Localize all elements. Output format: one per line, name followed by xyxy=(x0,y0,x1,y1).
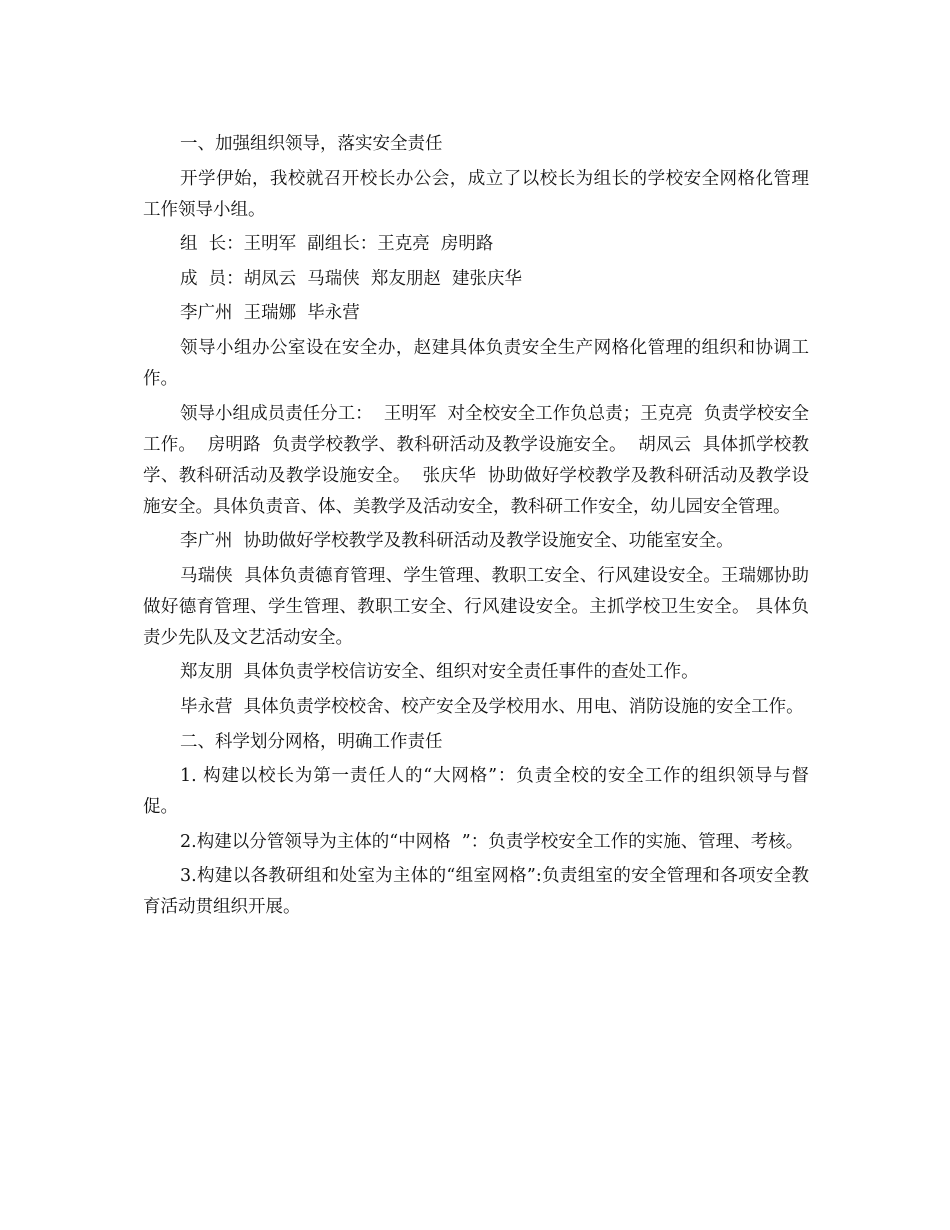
paragraph: 李广州 王瑞娜 毕永营 xyxy=(180,303,360,324)
document-body xyxy=(143,129,809,927)
paragraph: 成 员：胡凤云 马瑞侠 郑友朋赵 建张庆华 xyxy=(180,268,523,289)
paragraph: 组 长：王明军 副组长：王克亮 房明路 xyxy=(180,234,494,255)
paragraph: 开学伊始，我校就召开校长办公会，成立了以校长为组长的学校安全网格化管理工作领导小组。 xyxy=(143,168,809,220)
paragraph: 领导小组办公室设在安全办，赵建具体负责安全生产网格化管理的组织和协调工作。 xyxy=(143,337,809,389)
list-item: 1. 构建以校长为第一责任人的“大网格”：负责全校的安全工作的组织领导与督促。 xyxy=(143,766,809,818)
paragraph: 李广州 协助做好学校教学及教科研活动及教学设施安全、功能室安全。 xyxy=(180,531,734,552)
list-item: 3.构建以各教研组和处室为主体的“组室网格”:负责组室的安全管理和各项安全教育活动贯组织开展。 xyxy=(143,866,809,918)
paragraph: 毕永营 具体负责学校校舍、校产安全及学校用水、用电、消防设施的安全工作。 xyxy=(180,696,804,717)
section-heading-2: 二、科学划分网格，明确工作责任 xyxy=(180,731,443,752)
paragraph: 郑友朋 具体负责学校信访安全、组织对安全责任事件的查处工作。 xyxy=(180,662,699,683)
paragraph: 马瑞侠 具体负责德育管理、学生管理、教职工安全、行风建设安全。王瑞娜协助做好德育管理、学生管理、教职工安全、行风建设安全。主抓学校卫生安全。 具体负责少先队及文艺活动安全。 xyxy=(143,565,809,648)
section-heading-1: 一、加强组织领导，落实安全责任 xyxy=(180,134,443,154)
paragraph: 领导小组成员责任分工： 王明军 对全校安全工作负总责；王克亮 负责学校安全工作。 房明路 负责学校教学、教科研活动及教学设施安全。 胡凤云 具体抓学校教学、教科研活动及教学设施安全。 张庆华 协助做好学校教学及教科研活动及教学设施安全。具体负责音、体、美教学及活动安全，教科研工作安全，幼儿园安全管理。 xyxy=(143,403,809,517)
list-item: 2.构建以分管领导为主体的“中网格 ”：负责学校安全工作的实施、管理、考核。 xyxy=(180,831,804,852)
